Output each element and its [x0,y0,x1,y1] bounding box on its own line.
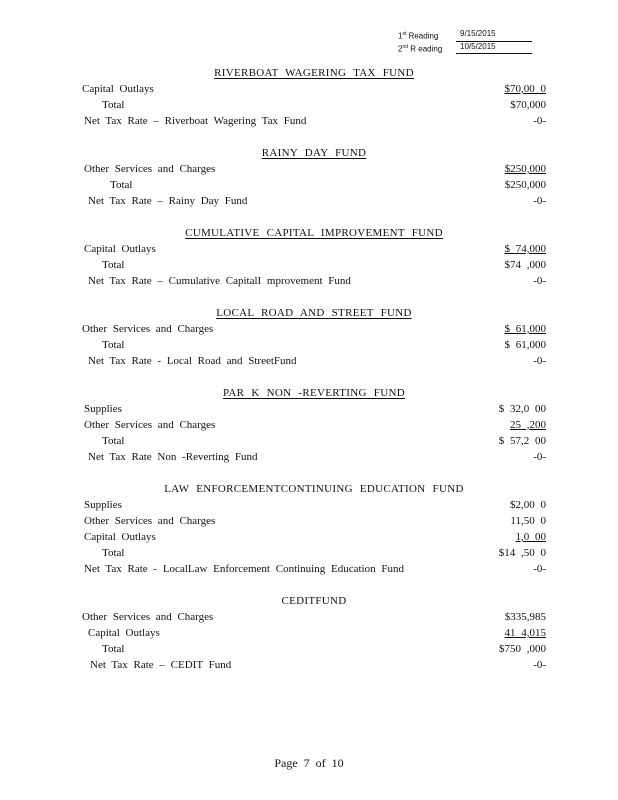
net-tax-rate-line [82,113,546,129]
fund-section-riverboat [82,65,546,129]
total-label: Total [110,179,133,191]
line-amount: $250,000 [504,163,546,175]
net-tax-rate-value: -0- [533,563,546,575]
net-tax-rate-label: Net Tax Rate – Riverboat Wagering Tax Fund [84,115,307,127]
fund-section-rainy-day [82,145,546,209]
line-label: Supplies [84,403,122,415]
first-reading-row [398,29,532,42]
total-line [82,257,546,273]
line-amount: $70,00 0 [504,83,546,95]
total-amount: $250,000 [504,179,546,191]
total-amount: $70,000 [510,99,546,111]
fund-title: LAW ENFORCEMENTCONTINUING EDUCATION FUND [164,483,464,495]
total-line [82,545,546,561]
fund-section-park-non-reverting [82,385,546,465]
first-reading-number: 1 [398,31,403,41]
net-tax-rate-value: -0- [533,451,546,463]
line-item [82,401,546,417]
line-label: Other Services and Charges [82,611,214,623]
net-tax-rate-line [82,273,546,289]
second-reading-row [398,42,532,55]
line-amount: 25 ,200 [510,419,546,431]
net-tax-rate-line [82,353,546,369]
line-label: Capital Outlays [84,243,156,255]
line-amount: $ 74,000 [504,243,546,255]
net-tax-rate-line [82,657,546,673]
total-amount: $14 ,50 0 [498,547,546,559]
total-label: Total [102,99,125,111]
line-item [82,529,546,545]
second-reading-ordinal: nd [402,43,409,50]
net-tax-rate-value: -0- [533,355,546,367]
total-amount: $ 57,2 00 [498,435,546,447]
fund-title: CUMULATIVE CAPITAL IMPROVEMENT FUND [185,227,443,239]
line-label: Capital Outlays [88,627,160,639]
total-label: Total [102,547,125,559]
net-tax-rate-line [82,193,546,209]
line-label: Capital Outlays [82,83,154,95]
net-tax-rate-value: -0- [533,275,546,287]
fund-section-law-enforcement [82,481,546,577]
first-reading-label [398,29,456,42]
line-item [82,81,546,97]
net-tax-rate-value: -0- [533,115,546,127]
line-amount: 41 4,015 [504,627,546,639]
net-tax-rate-line [82,561,546,577]
total-amount: $750 ,000 [499,643,546,655]
net-tax-rate-label: Net Tax Rate – CEDIT Fund [90,659,232,671]
total-label: Total [102,435,125,447]
fund-title: RIVERBOAT WAGERING TAX FUND [214,67,414,79]
line-label: Other Services and Charges [84,419,216,431]
fund-title: PAR K NON -REVERTING FUND [223,387,405,399]
fund-section-cumulative-capital [82,225,546,289]
total-line [82,97,546,113]
net-tax-rate-value: -0- [533,659,546,671]
line-item [82,513,546,529]
line-item [82,417,546,433]
line-amount: $ 61,000 [504,323,546,335]
line-amount: 1,0 00 [515,531,546,543]
total-amount: $74 ,000 [504,259,546,271]
fund-section-local-road [82,305,546,369]
line-amount: $2,00 0 [510,499,546,511]
line-amount: $ 32,0 00 [498,403,546,415]
total-line [82,177,546,193]
fund-title: LOCAL ROAD AND STREET FUND [216,307,412,319]
net-tax-rate-label: Net Tax Rate - LocalLaw Enforcement Continuing Education Fund [84,563,404,575]
line-item [82,625,546,641]
second-reading-word: R eading [408,44,443,54]
line-amount: 11,50 0 [510,515,546,527]
line-label: Supplies [84,499,122,511]
line-amount: $335,985 [504,611,546,623]
second-reading-date: 10/5/2015 [456,42,532,55]
line-item [82,497,546,513]
net-tax-rate-value: -0- [533,195,546,207]
total-label: Total [102,643,125,655]
total-line [82,641,546,657]
total-line [82,337,546,353]
net-tax-rate-label: Net Tax Rate Non -Reverting Fund [88,451,258,463]
first-reading-word: Reading [406,31,439,41]
line-label: Capital Outlays [84,531,156,543]
fund-section-cedit [82,593,546,673]
fund-title: RAINY DAY FUND [261,147,367,159]
total-label: Total [102,259,125,271]
first-reading-date: 9/15/2015 [456,29,532,42]
fund-title: CEDITFUND [281,595,347,607]
line-item [82,241,546,257]
total-line [82,433,546,449]
net-tax-rate-label: Net Tax Rate – Rainy Day Fund [88,195,248,207]
total-amount: $ 61,000 [504,339,546,351]
second-reading-number: 2 [398,44,403,54]
second-reading-label [398,42,456,55]
net-tax-rate-line [82,449,546,465]
reading-dates-block [398,29,532,54]
line-item [82,161,546,177]
first-reading-ordinal: st [402,31,407,37]
line-item [82,321,546,337]
page-number: Page 7 of 10 [274,756,344,770]
line-label: Other Services and Charges [82,323,214,335]
total-label: Total [102,339,125,351]
line-label: Other Services and Charges [84,163,216,175]
line-label: Other Services and Charges [84,515,216,527]
net-tax-rate-label: Net Tax Rate – Cumulative CapitalI mprovement Fund [88,275,351,287]
line-item [82,609,546,625]
net-tax-rate-label: Net Tax Rate - Local Road and StreetFund [88,355,297,367]
